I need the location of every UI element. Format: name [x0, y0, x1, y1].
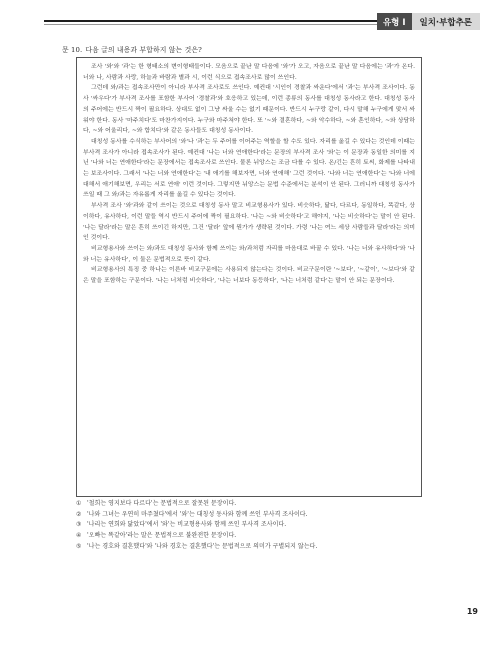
choice-1[interactable]	[76, 499, 424, 510]
answer-choices	[76, 499, 424, 553]
passage-paragraph: 대칭성 동사를 수식하는 부사어의 '와'나 '과'는 두 주어를 이어주는 역할을 할 수도 있다. 자리를 옮길 수 있다는 것인데 이때는 부사격 조사가 아니라 접속조사가 된다. 예컨대 '나는 너와 연애한다'라는 문장의 부사격 조사 '와'는 이 문장과 동일한 의미를 지닌 '나와 너는 연애한다'라는 문장에서는 접속조사로 쓰인다. 물론 뉘앙스는 조금 다를 수 있다. 온/긴는 흔히 토씨, 화제를 나타내는 보조사이다. 그래서 '나는 너와 연애한다'는 '내 애기를 해보자면, 너와 연애해' 그런 것이다. '나와 너는 연애한다'는 '나와 너에 대해서 애기해보면, 우리는 서로 연애' 이런 것이다. 그렇지만 뉘앙스는 문법 수준에서는 분석이 안 된다. 그러니까 대칭성 동사가 쓰일 때 그 와/과는 자유롭게 자리를 옮길 수 있다는 것이다.	[83, 137, 415, 199]
choice-4[interactable]	[76, 531, 424, 542]
choice-marker: ①	[76, 500, 82, 507]
section-tag	[377, 13, 480, 30]
choice-marker: ⑤	[76, 542, 82, 550]
page-number: 19	[466, 607, 478, 616]
choice-marker: ②	[76, 510, 82, 518]
passage-paragraph: 부사격 조사 '와'과와 같이 쓰이는 것으로 대칭성 동사 말고 비교형용사가 있다. 비슷하다, 닮다, 다르다, 동일하다, 똑같다, 상이하다, 유사하다, 이런 말들 역시 반드시 주어에 짝이 필요하다. '나는 ~와 비슷하다'고 해야지, '나는 비슷하다'는 말이 안 된다. '나는 달라'라는 말은 흔히 쓰이긴 하지만, 그건 '달라' 앞에 뭔가가 생략된 것이다. 가령 '나는 여느 세상 사람들과 달라'라는 의미인 것이다.	[83, 202, 415, 242]
choice-text: '나는 경호와 결혼했다'와 '나와 경호는 결혼했다'는 문법적으로 의미가 구별되지 않는다.	[87, 542, 318, 550]
choice-5[interactable]	[76, 542, 424, 553]
question-heading	[62, 44, 202, 54]
choice-text: '나와 그녀는 우연히 마주쳤다'에서 '와'는 대칭성 동사와 함께 쓰인 부사격 조사이다.	[87, 510, 308, 518]
choice-text: '오빠는 똑같아'라는 말은 문법적으로 불완전한 문장이다.	[87, 532, 237, 540]
choice-text: '철희는 영지보다 다르다'는 문법적으로 잘못된 문장이다.	[87, 500, 237, 507]
passage-paragraph: 비교형용사와 쓰이는 와/과도 대칭성 동사와 함께 쓰이는 와/과처럼 자리를 마음대로 바꿀 수 있다. '나는 너와 유사하다'와 '나와 너는 유사하다', 이 둘은 문법적으로 뜻이 같다.	[83, 244, 415, 263]
passage-paragraph: 비교형용사의 특징 중 하나는 이른바 비교구문에는 사용되지 않는다는 것이다. 비교구문이란 '~보다', '~같이', '~보다'와 같은 말을 포함하는 구문이다. '나는 너처럼 비슷하다', '나는 너보다 동등하다', '나는 너처럼 같다'는 말이 안 되는 문장이다.	[83, 266, 415, 285]
topic-label: 일치·부합추론	[412, 13, 481, 30]
question-text: 다음 글의 내용과 부합하지 않는 것은?	[85, 46, 202, 54]
choice-3[interactable]	[76, 520, 424, 531]
type-label: 유형 Ⅰ	[377, 13, 412, 30]
choice-text: '나리는 연희와 닮았다'에서 '와'는 비교형용사와 함께 쓰인 부사격 조사이다.	[87, 521, 287, 529]
choice-2[interactable]	[76, 510, 424, 521]
choice-marker: ④	[76, 532, 82, 540]
question-number: 문 10.	[62, 46, 83, 54]
choice-marker: ③	[76, 521, 82, 529]
passage-paragraph: 조사 '와'와 '과'는 한 형태소의 변이형태들이다. 모음으로 끝난 말 다음에 '와'가 오고, 자음으로 끝난 말 다음에는 '과'가 온다. 너와 나, 사람과 사랑, 하늘과 바람과 별과 시, 이런 식으로 접속조사로 많이 쓰인다.	[83, 63, 415, 81]
passage-paragraph: 그런데 와/과는 접속조사만이 아니라 부사격 조사로도 쓰인다. 예컨대 '시인이 경찰과 싸운다'에서 '과'는 부사격 조사이다. 동사 '싸우다'가 부사격 조사를 포함한 부사어 '경찰과'와 호응하고 있는데, 이런 종류의 동사를 대칭성 동사라고 한다. 대칭성 동사의 주어에는 반드시 짝이 필요하다. 상대도 없이 그냥 싸울 수는 없기 때문이다. 반드시 누구랑 같이, 다시 말해 누구에게 맞서 싸워야 한다. 동사 '마주치다'도 마찬가지이다. 누구와 마주쳐야 한다. 또 '~와 결혼하다, ~와 악수하다, ~와 혼인하다, ~와 상담하다, ~와 어울리다, ~와 합치다'와 같은 동사들도 대칭성 동사이다.	[83, 84, 415, 135]
passage-box	[76, 57, 422, 497]
